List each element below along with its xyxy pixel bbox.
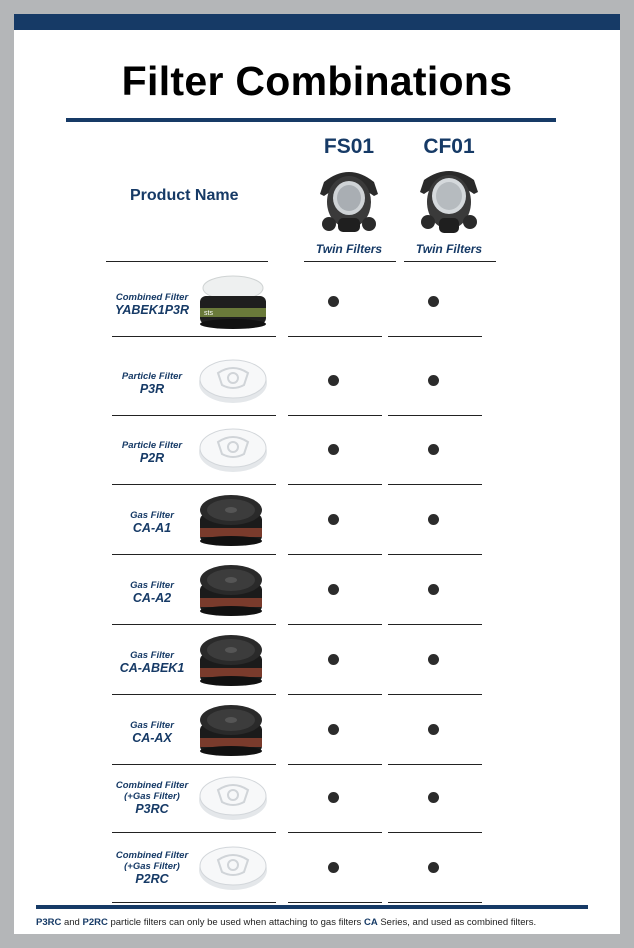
filter-image-white-particle-filter	[196, 422, 270, 481]
row-rule-cf01	[388, 484, 482, 485]
compatibility-dot-fs01	[328, 514, 339, 525]
row-rule-cf01	[388, 415, 482, 416]
filter-code: YABEK1P3R	[114, 303, 190, 317]
table-row	[14, 836, 620, 906]
column-code: CF01	[423, 135, 475, 158]
compatibility-dot-fs01	[328, 654, 339, 665]
compatibility-dot-cf01	[428, 792, 439, 803]
filter-sheet	[14, 14, 620, 934]
title-rule	[66, 118, 556, 122]
row-rule-fs01	[288, 336, 382, 337]
row-rule-product	[112, 554, 276, 555]
filter-image-white-particle-filter	[196, 770, 270, 829]
filter-type: Gas Filter	[130, 720, 174, 731]
row-rule-product	[112, 484, 276, 485]
product-name-header: Product Name	[130, 187, 239, 204]
footnote	[36, 917, 606, 928]
row-rule-cf01	[388, 764, 482, 765]
filter-label	[92, 780, 212, 816]
compatibility-dot-fs01	[328, 296, 339, 307]
filter-code: P2RC	[135, 872, 169, 886]
compatibility-dot-cf01	[428, 654, 439, 665]
compatibility-dot-cf01	[428, 724, 439, 735]
filter-code: P2R	[139, 451, 165, 465]
compatibility-dot-cf01	[428, 862, 439, 873]
footnote-text: Series, and used as combined filters.	[377, 917, 537, 928]
filter-image-black-gas-filter	[196, 632, 266, 695]
footnote-text: particle filters can only be used when attaching to gas filters	[107, 917, 364, 928]
filter-label	[92, 580, 212, 605]
row-rule-fs01	[288, 554, 382, 555]
table-row	[14, 270, 620, 340]
filter-image-black-gas-filter	[196, 562, 266, 625]
row-rule-product	[112, 415, 276, 416]
table-row	[14, 698, 620, 768]
compatibility-dot-fs01	[328, 444, 339, 455]
row-rule-cf01	[388, 624, 482, 625]
filter-type: Combined Filter	[115, 850, 189, 861]
top-bar	[14, 14, 620, 30]
filter-image-black-gas-filter	[196, 702, 266, 765]
column-subtitle: Twin Filters	[415, 242, 483, 256]
filter-image-white-particle-filter	[196, 840, 270, 899]
filter-label	[92, 510, 212, 535]
footnote-text: and	[61, 917, 83, 928]
row-rule-cf01	[388, 694, 482, 695]
row-rule-cf01	[388, 336, 482, 337]
header-rule-product	[106, 261, 268, 262]
row-rule-product	[112, 694, 276, 695]
filter-type: Particle Filter	[121, 440, 183, 451]
filter-type-secondary: (+Gas Filter)	[124, 791, 180, 802]
table-row	[14, 558, 620, 628]
compatibility-dot-cf01	[428, 514, 439, 525]
compatibility-dot-cf01	[428, 444, 439, 455]
column-header-fs01	[300, 134, 398, 256]
table-row	[14, 628, 620, 698]
row-rule-cf01	[388, 902, 482, 903]
row-rule-product	[112, 902, 276, 903]
filter-type: Gas Filter	[130, 650, 174, 661]
filter-code: CA-AX	[132, 731, 172, 745]
full-face-mask-icon	[414, 164, 484, 238]
footnote-code: P3RC	[36, 917, 62, 928]
filter-type: Combined Filter	[115, 292, 189, 303]
filter-type: Particle Filter	[121, 371, 183, 382]
column-header-cf01	[400, 134, 498, 256]
filter-code: CA-A2	[132, 591, 172, 605]
compatibility-dot-fs01	[328, 862, 339, 873]
row-rule-fs01	[288, 484, 382, 485]
filter-image-black-gas-filter	[196, 492, 266, 555]
svg-text:sts: sts	[204, 310, 213, 317]
filter-type: Gas Filter	[130, 580, 174, 591]
column-code: FS01	[323, 135, 375, 158]
filter-code: P3R	[139, 382, 165, 396]
compatibility-dot-fs01	[328, 792, 339, 803]
filter-label	[92, 650, 212, 675]
table-row	[14, 488, 620, 558]
header-rule-fs01	[304, 261, 396, 262]
row-rule-fs01	[288, 764, 382, 765]
table-row	[14, 766, 620, 836]
full-face-mask-icon	[314, 164, 384, 238]
compatibility-dot-cf01	[428, 584, 439, 595]
filter-image-black-filter-white-top	[196, 274, 270, 337]
row-rule-product	[112, 832, 276, 833]
filter-label	[92, 850, 212, 886]
page-title: Filter Combinations	[121, 58, 513, 104]
compatibility-dot-fs01	[328, 724, 339, 735]
filter-type: Gas Filter	[130, 510, 174, 521]
filter-code: CA-ABEK1	[119, 661, 185, 675]
row-rule-fs01	[288, 832, 382, 833]
row-rule-fs01	[288, 624, 382, 625]
row-rule-product	[112, 624, 276, 625]
column-subtitle: Twin Filters	[315, 242, 383, 256]
filter-image-white-particle-filter	[196, 353, 270, 412]
row-rule-product	[112, 336, 276, 337]
compatibility-dot-fs01	[328, 584, 339, 595]
filter-label	[92, 292, 212, 317]
row-rule-fs01	[288, 694, 382, 695]
filter-type-secondary: (+Gas Filter)	[124, 861, 180, 872]
bottom-rule	[36, 905, 588, 909]
footnote-code: P2RC	[82, 917, 108, 928]
filter-label	[92, 440, 212, 465]
filter-code: P3RC	[135, 802, 169, 816]
table-row	[14, 418, 620, 488]
compatibility-dot-cf01	[428, 296, 439, 307]
filter-label	[92, 371, 212, 396]
header-rule-cf01	[404, 261, 496, 262]
filter-label	[92, 720, 212, 745]
row-rule-cf01	[388, 554, 482, 555]
compatibility-dot-fs01	[328, 375, 339, 386]
filter-type: Combined Filter	[115, 780, 189, 791]
filter-code: CA-A1	[132, 521, 172, 535]
row-rule-cf01	[388, 832, 482, 833]
table-row	[14, 349, 620, 419]
row-rule-product	[112, 764, 276, 765]
footnote-code: CA	[363, 917, 378, 928]
row-rule-fs01	[288, 415, 382, 416]
row-rule-fs01	[288, 902, 382, 903]
compatibility-dot-cf01	[428, 375, 439, 386]
